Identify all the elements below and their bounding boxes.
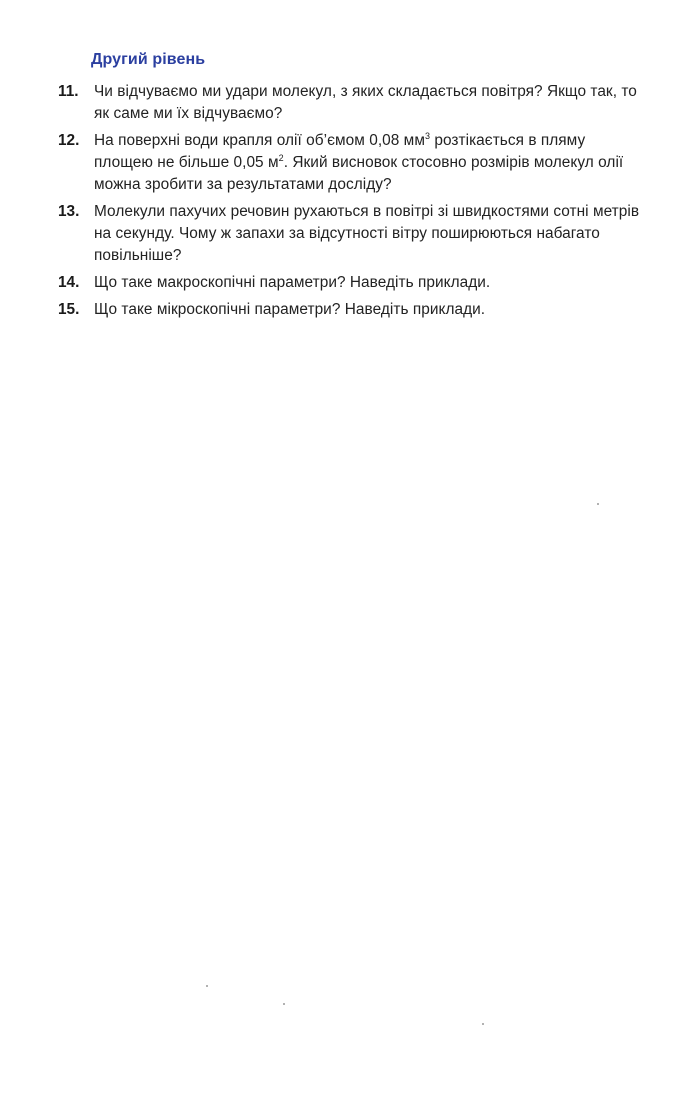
question-12 <box>58 130 648 196</box>
scan-speck <box>206 985 208 987</box>
question-text <box>94 130 648 196</box>
question-text-part: розтікається в пляму площею не більше 0,05 м <box>94 132 586 171</box>
question-number: 13. <box>58 203 80 220</box>
question-list <box>58 81 648 326</box>
question-text: Що таке макроскопічні параметри? Наведіть приклади. <box>94 274 491 291</box>
square-superscript: 2 <box>278 153 284 163</box>
question-number: 11. <box>58 83 79 100</box>
question-15 <box>58 299 648 321</box>
question-number: 15. <box>58 301 80 318</box>
scan-speck <box>482 1023 484 1025</box>
question-text: Що таке мікроскопічні параметри? Наведіть приклади. <box>94 301 486 318</box>
scan-speck <box>597 503 599 505</box>
question-number: 14. <box>58 274 80 291</box>
question-text: Молекули пахучих речовин рухаються в повітрі зі швидкостями сотні метрів на секунду. Чому ж запахи за відсутності вітру поширюються набагато повільніше? <box>94 203 640 264</box>
question-13 <box>58 201 648 267</box>
question-text-part: На поверхні води крапля олії об’ємом 0,08 мм <box>94 132 425 149</box>
question-text: Чи відчуваємо ми удари молекул, з яких складається повітря? Якщо так, то як саме ми їх відчуваємо? <box>94 83 637 122</box>
question-14 <box>58 272 648 294</box>
section-heading: Другий рівень <box>91 51 206 68</box>
question-text-part: . Який висновок стосовно розмірів молекул олії можна зробити за результатами досліду? <box>94 154 624 193</box>
scan-speck <box>283 1003 285 1005</box>
cubic-superscript: 3 <box>424 131 431 141</box>
question-number: 12. <box>58 132 80 149</box>
question-11 <box>58 81 648 125</box>
